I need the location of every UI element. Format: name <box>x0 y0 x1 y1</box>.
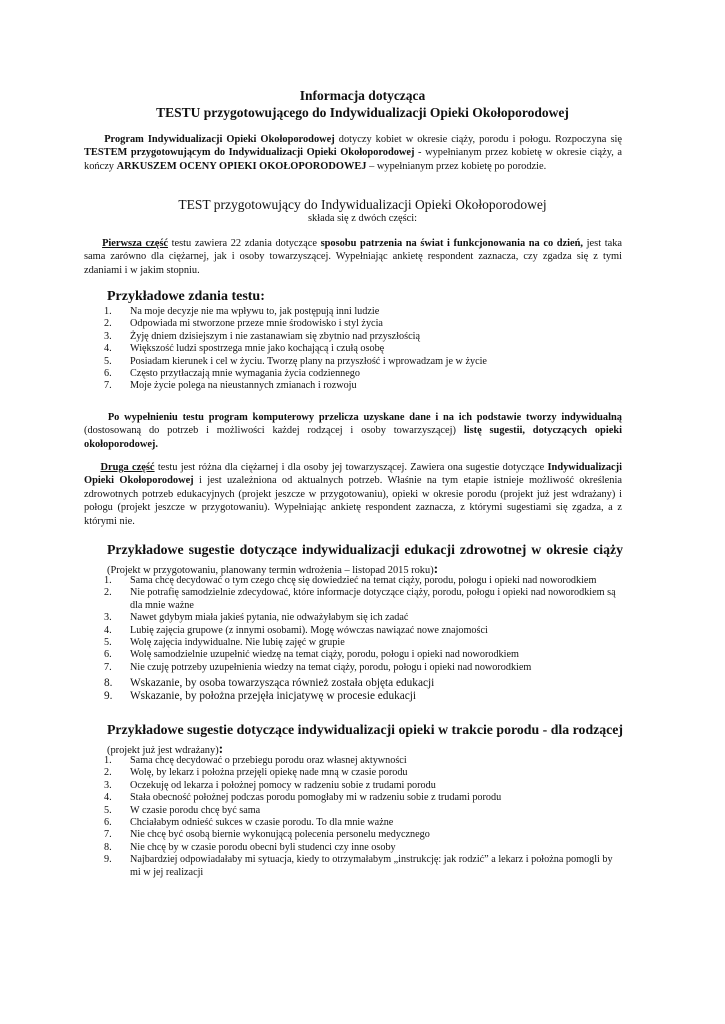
education-heading-note: (Projekt w przygotowaniu, planowany termin wdrożenia – listopad 2015 roku) <box>107 565 434 576</box>
education-list-continued <box>84 677 624 703</box>
list-item-text: Wolę zajęcia indywidualne. Nie lubię zajęć w grupie <box>130 637 345 649</box>
list-item <box>84 817 624 829</box>
list-item <box>84 331 624 343</box>
list-item <box>84 343 624 355</box>
list-item <box>84 792 624 804</box>
list-item <box>84 677 624 690</box>
list-item-number: 2. <box>104 767 112 779</box>
list-item <box>84 380 624 392</box>
list-item-text: Nie czuję potrzeby uzupełnienia wiedzy na temat ciąży, porodu, połogu i opieki nad noworodkiem <box>130 661 532 673</box>
list-item-text: Wskazanie, by osoba towarzysząca również została objęta edukacji <box>130 677 435 689</box>
list-item-number: 1. <box>104 575 112 586</box>
list-item-text: Odpowiada mi stworzone przeze mnie środowisko i styl życia <box>130 318 383 330</box>
list-item-text: Najbardziej odpowiadałaby mi sytuacja, kiedy to otrzymałabym „instrukcję: jak rodzić” a lekarz i położna pomogli by mi w jej realizacji <box>130 854 613 878</box>
list-item <box>84 575 624 587</box>
list-item-number: 4. <box>104 343 112 355</box>
list-item-number: 6. <box>104 817 112 829</box>
list-item-text: Nie chcę by w czasie porodu obecni byli studenci czy inne osoby <box>130 841 396 853</box>
intro-text-3: – wypełnianym przez kobietę po porodzie. <box>366 160 547 172</box>
list-item-text: Sama chcę decydować o przebiegu porodu oraz własnej aktywności <box>130 755 407 766</box>
after-test-bold-1: Po wypełnieniu testu program komputerowy przelicza uzyskane dane i na ich podstawie tworzy indywidualną <box>107 412 622 423</box>
education-list <box>84 575 624 674</box>
labor-heading-text: Przykładowe sugestie dotyczące indywidualizacji opieki w trakcie porodu - dla rodzącej <box>107 722 623 737</box>
list-item-text: Chciałabym odnieść sukces w czasie porodu. To dla mnie ważne <box>130 817 394 829</box>
intro-paragraph <box>84 133 622 173</box>
list-item <box>84 356 624 368</box>
list-item-number: 7. <box>104 380 112 392</box>
list-item-number: 7. <box>104 661 112 673</box>
list-item-text: W czasie porodu chcę być sama <box>130 804 261 816</box>
intro-sheet-name: ARKUSZEM OCENY OPIEKI OKOŁOPORODOWEJ <box>116 160 367 172</box>
education-heading <box>107 541 623 579</box>
list-item <box>84 767 624 779</box>
list-item <box>84 662 624 674</box>
examples-list <box>84 306 624 393</box>
list-item-number: 8. <box>104 841 112 853</box>
intro-text-1: dotyczy kobiet w okresie ciąży, porodu i połogu. Rozpoczyna się <box>334 134 622 145</box>
part1-label: Pierwsza część <box>102 238 168 249</box>
list-item-number: 2. <box>104 318 112 330</box>
after-test-paragraph <box>84 411 622 451</box>
education-heading-colon: : <box>433 561 439 576</box>
labor-heading-note: (projekt już jest wdrażany) <box>107 745 219 756</box>
list-item-number: 9. <box>104 854 112 866</box>
list-item <box>84 842 624 854</box>
list-item-number: 2. <box>104 587 112 599</box>
list-item-number: 7. <box>104 829 112 841</box>
intro-program-name: Program Indywidualizacji Opieki Okołoporodowej <box>104 134 335 145</box>
list-item-text: Wolę, by lekarz i położna przejęli opiekę nade mną w czasie porodu <box>130 767 408 779</box>
document-title-line-1: Informacja dotycząca <box>299 88 426 103</box>
list-item-number: 8. <box>104 677 113 689</box>
labor-heading <box>107 721 623 759</box>
list-item <box>84 318 624 330</box>
list-item-text: Często przytłaczają mnie wymagania życia codziennego <box>130 368 360 380</box>
list-item <box>84 625 624 637</box>
list-item-number: 9. <box>104 690 113 703</box>
list-item-text: Nie potrafię samodzielnie zdecydować, które informacje dotyczące ciąży, porodu, połogu i opieki nad noworodkiem są dla mnie ważne <box>130 587 616 611</box>
list-item-text: Oczekuję od lekarza i położnej pomocy w radzeniu sobie z trudami porodu <box>130 779 436 791</box>
list-item <box>84 612 624 624</box>
part2-label: Druga część <box>100 462 155 473</box>
part1-paragraph <box>84 237 622 277</box>
list-item-text: Nie chcę być osobą biernie wykonującą polecenia personelu medycznego <box>130 829 430 841</box>
list-item-text: Moje życie polega na nieustannych zmianach i rozwoju <box>130 380 357 392</box>
education-heading-text: Przykładowe sugestie dotyczące indywidualizacji edukacji zdrowotnej w okresie ciąży <box>107 542 623 557</box>
intro-test-name: TESTEM przygotowującym do Indywidualizacji Opieki Okołoporodowej <box>84 147 415 159</box>
list-item <box>84 368 624 380</box>
after-test-bold-2: listę sugestii, dotyczących opieki okołoporodowej. <box>84 425 622 450</box>
list-item <box>84 780 624 792</box>
document-title-line-2: TESTU przygotowującego do Indywidualizacji Opieki Okołoporodowej <box>156 105 569 120</box>
list-item <box>84 649 624 661</box>
test-heading-subtitle: składa się z dwóch części: <box>307 213 418 224</box>
list-item-number: 5. <box>104 637 112 649</box>
list-item-text: Stała obecność położnej podczas porodu pomogłaby mi w radzeniu sobie z trudami porodu <box>130 792 502 804</box>
list-item-number: 3. <box>104 612 112 624</box>
part1-text-2: jest taka sama zarówno dla ciężarnej, jak i osoby towarzyszącej. Wypełniając ankietę respondent zaznacza, czy zgadza się z tymi zdaniami i w jakim stopniu. <box>84 238 623 276</box>
list-item-number: 5. <box>104 804 112 816</box>
list-item-number: 6. <box>104 649 112 661</box>
test-heading-title: TEST przygotowujący do Indywidualizacji Opieki Okołoporodowej <box>178 197 547 212</box>
list-item <box>84 829 624 841</box>
list-item-number: 1. <box>104 306 112 317</box>
list-item-text: Nawet gdybym miała jakieś pytania, nie odważyłabym się ich zadać <box>130 612 409 624</box>
after-test-text: (dostosowaną do potrzeb i możliwości każdej rodzącej i osoby towarzyszącej) <box>84 425 464 437</box>
list-item-text: Wskazanie, by położna przejęła inicjatywę w procesie edukacji <box>130 690 417 703</box>
list-item-number: 6. <box>104 368 112 380</box>
list-item-text: Sama chcę decydować o tym czego chcę się dowiedzieć na temat ciąży, porodu, połogu i opieki nad noworodkiem <box>130 575 597 586</box>
list-item-number: 3. <box>104 330 112 342</box>
list-item-number: 5. <box>104 355 112 367</box>
list-item <box>84 637 624 649</box>
part1-bold: sposobu patrzenia na świat i funkcjonowania na co dzień, <box>320 238 584 249</box>
intro-text-2: - wypełnianym przez kobietę w okresie ciąży, a kończy <box>84 147 622 172</box>
part2-text-2: i jest uzależniona od aktualnych potrzeb. Właśnie na tym etapie istnieje możliwość określenia zdrowotnych potrzeb edukacyjnych (projekt jeszcze w przygotowaniu), opieki w okresie porodu (projekt już jest wdrażany) i połogu (projekt jeszcze w przygotowaniu). Wypełniając ankietę respondent zaznacza, z którymi sugestiami się zgadza, a z którymi nie. <box>84 475 622 527</box>
part2-bold: Indywidualizacji Opieki Okołoporodowej <box>84 462 622 487</box>
list-item-text: Żyję dniem dzisiejszym i nie zastanawiam się zbytnio nad przyszłością <box>130 330 420 342</box>
list-item-number: 3. <box>104 779 112 791</box>
list-item <box>84 805 624 817</box>
list-item-number: 1. <box>104 755 112 766</box>
list-item-text: Lubię zajęcia grupowe (z innymi osobami). Mogę wówczas nawiązać nowe znajomości <box>130 624 488 636</box>
list-item-text: Wolę samodzielnie uzupełnić wiedzę na temat ciąży, porodu, połogu i opieki nad noworodkiem <box>130 649 519 661</box>
part2-paragraph <box>84 461 622 528</box>
list-item-text: Posiadam kierunek i cel w życiu. Tworzę plany na przyszłość i wprowadzam je w życie <box>130 355 487 367</box>
list-item-text: Większość ludzi spostrzega mnie jako kochającą i czułą osobę <box>130 343 385 355</box>
list-item-text: Na moje decyzje nie ma wpływu to, jak postępują inni ludzie <box>130 306 380 317</box>
labor-heading-colon: : <box>218 741 224 756</box>
labor-list <box>84 755 624 879</box>
part2-text-1: testu jest różna dla ciężarnej i dla osoby jej towarzyszącej. Zawiera ona sugestie dotyczące <box>154 462 548 473</box>
examples-heading: Przykładowe zdania testu: <box>107 289 265 304</box>
list-item <box>84 587 624 612</box>
list-item-number: 4. <box>104 792 112 804</box>
part1-text-1: testu zawiera 22 zdania dotyczące <box>167 238 321 249</box>
list-item-number: 4. <box>104 624 112 636</box>
list-item <box>84 306 624 318</box>
list-item <box>84 755 624 767</box>
list-item <box>84 690 624 703</box>
list-item <box>84 854 624 879</box>
